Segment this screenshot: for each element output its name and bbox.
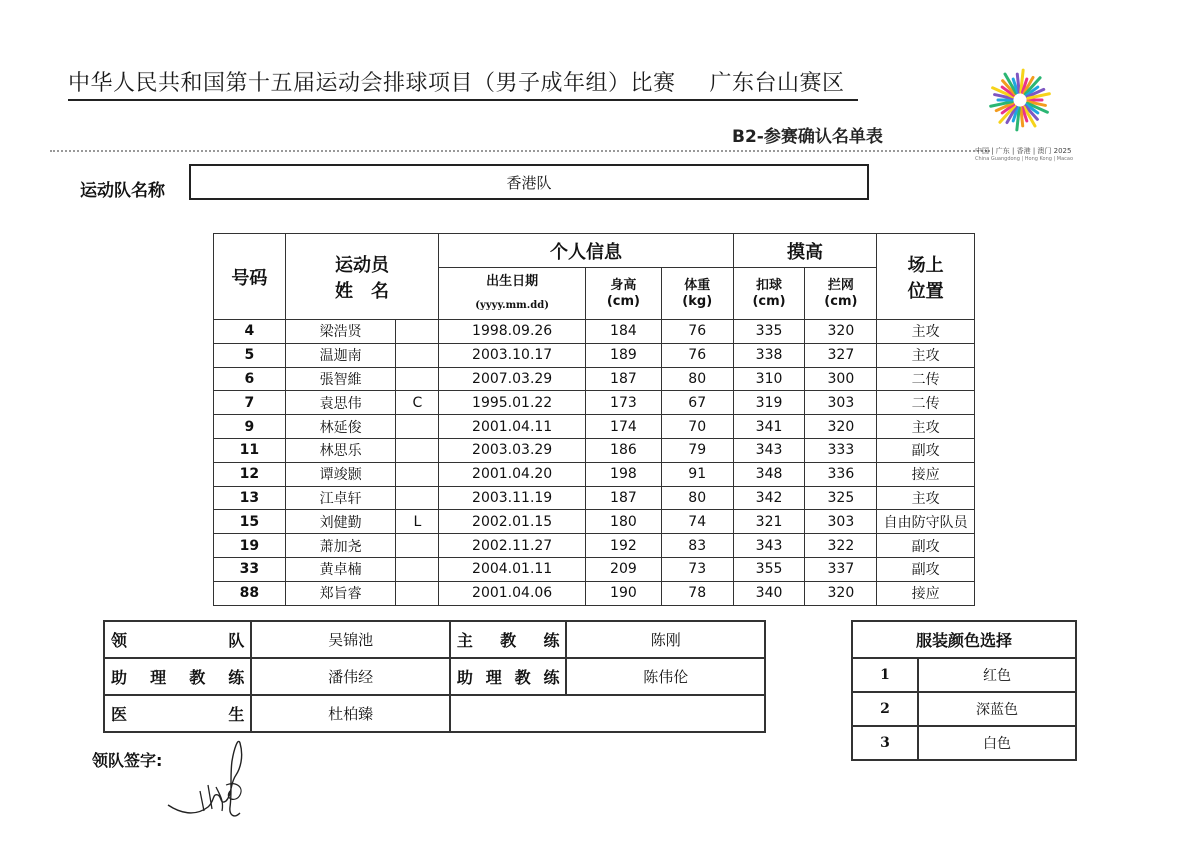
roster-position: 接应	[877, 462, 975, 486]
roster-birth-date: 2003.10.17	[439, 343, 586, 367]
roster-spike: 335	[733, 320, 805, 344]
roster-role	[396, 320, 439, 344]
assistant-coach-value-2: 陈伟伦	[566, 658, 765, 695]
roster-spike: 343	[733, 438, 805, 462]
staff-label-char: 主	[456, 631, 473, 650]
col-weight-label: 体重	[684, 277, 711, 293]
roster-height: 187	[586, 367, 662, 391]
head-coach-label	[450, 621, 567, 658]
roster-role	[396, 462, 439, 486]
roster-block: 327	[805, 343, 877, 367]
logo-caption: 中国 | 广东 | 香港 | 澳门 2025	[975, 147, 1072, 155]
roster-role	[396, 415, 439, 439]
roster-height: 198	[586, 462, 662, 486]
roster-name: 袁思伟	[285, 391, 396, 415]
roster-spike: 343	[733, 534, 805, 558]
roster-position: 副攻	[877, 557, 975, 581]
uniform-color-index: 3	[852, 726, 918, 760]
col-height-label: 身高	[610, 277, 637, 293]
roster-position: 二传	[877, 391, 975, 415]
roster-role	[396, 557, 439, 581]
dotted-divider	[50, 150, 990, 152]
roster-weight: 73	[661, 557, 733, 581]
roster-name: 林思乐	[285, 438, 396, 462]
staff-label-char: 教	[514, 668, 531, 687]
roster-number: 11	[214, 438, 286, 462]
roster-block: 320	[805, 581, 877, 605]
roster-birth-date: 1995.01.22	[439, 391, 586, 415]
roster-position: 副攻	[877, 438, 975, 462]
col-block	[805, 268, 877, 320]
doctor-value: 杜柏臻	[251, 695, 450, 732]
uniform-color-row	[852, 692, 1076, 726]
roster-weight: 76	[661, 343, 733, 367]
roster-birth-date: 2004.01.11	[439, 557, 586, 581]
roster-block: 320	[805, 415, 877, 439]
handwritten-signature-icon	[160, 735, 270, 825]
roster-position: 接应	[877, 581, 975, 605]
roster-height: 174	[586, 415, 662, 439]
roster-block: 303	[805, 391, 877, 415]
roster-height: 209	[586, 557, 662, 581]
roster-weight: 74	[661, 510, 733, 534]
roster-block: 336	[805, 462, 877, 486]
uniform-color-table	[851, 620, 1077, 761]
roster-weight: 79	[661, 438, 733, 462]
form-name: B2-参赛确认名单表	[732, 127, 883, 147]
roster-birth-date: 2002.11.27	[439, 534, 586, 558]
roster-role: L	[396, 510, 439, 534]
roster-role	[396, 534, 439, 558]
doctor-label	[104, 695, 251, 732]
roster-birth-date: 2001.04.06	[439, 581, 586, 605]
roster-weight: 80	[661, 486, 733, 510]
event-title: 中华人民共和国第十五届运动会排球项目（男子成年组）比赛	[68, 71, 676, 96]
roster-number: 9	[214, 415, 286, 439]
staff-label-char: 练	[543, 668, 560, 687]
roster-position: 主攻	[877, 415, 975, 439]
col-athlete-line2: 姓 名	[335, 280, 390, 302]
roster-table	[213, 233, 975, 606]
table-row	[214, 343, 975, 367]
col-position	[877, 234, 975, 320]
uniform-color-value: 红色	[918, 658, 1076, 692]
roster-spike: 342	[733, 486, 805, 510]
col-birth-date-label: 出生日期	[486, 273, 539, 289]
assistant-coach-value-1: 潘伟经	[251, 658, 450, 695]
roster-height: 186	[586, 438, 662, 462]
table-row	[214, 486, 975, 510]
table-row	[214, 320, 975, 344]
col-spike	[733, 268, 805, 320]
roster-block: 337	[805, 557, 877, 581]
roster-role	[396, 438, 439, 462]
roster-name: 梁浩贤	[285, 320, 396, 344]
roster-role: C	[396, 391, 439, 415]
roster-weight: 70	[661, 415, 733, 439]
signature-label: 领队签字:	[92, 751, 163, 770]
roster-name: 谭竣颢	[285, 462, 396, 486]
head-coach-value: 陈刚	[566, 621, 765, 658]
roster-name: 刘健勤	[285, 510, 396, 534]
col-block-label: 拦网	[827, 277, 854, 293]
roster-name: 郑旨睿	[285, 581, 396, 605]
staff-empty-cell	[450, 695, 765, 732]
roster-weight: 67	[661, 391, 733, 415]
roster-birth-date: 2003.03.29	[439, 438, 586, 462]
table-row	[214, 462, 975, 486]
table-row	[214, 438, 975, 462]
roster-spike: 338	[733, 343, 805, 367]
roster-role	[396, 486, 439, 510]
roster-number: 7	[214, 391, 286, 415]
col-position-line2: 位置	[907, 280, 944, 302]
roster-number: 13	[214, 486, 286, 510]
roster-position: 主攻	[877, 320, 975, 344]
uniform-color-row	[852, 726, 1076, 760]
roster-height: 190	[586, 581, 662, 605]
logo-petal	[1017, 74, 1019, 92]
roster-position: 自由防守队员	[877, 510, 975, 534]
staff-label-char: 生	[228, 705, 245, 724]
table-row	[214, 367, 975, 391]
table-row	[214, 415, 975, 439]
leader-value: 吴锦池	[251, 621, 450, 658]
table-row	[214, 391, 975, 415]
roster-birth-date: 2001.04.20	[439, 462, 586, 486]
roster-weight: 91	[661, 462, 733, 486]
col-birth-format: (yyyy.mm.dd)	[475, 299, 549, 311]
col-position-line1: 场上	[907, 254, 944, 276]
staff-label-char: 理	[485, 668, 502, 687]
col-height	[586, 268, 662, 320]
table-row	[214, 557, 975, 581]
roster-spike: 341	[733, 415, 805, 439]
staff-label-char: 队	[228, 631, 245, 650]
assistant-coach-label-2	[450, 658, 567, 695]
roster-weight: 83	[661, 534, 733, 558]
staff-label-char: 理	[150, 668, 167, 687]
roster-number: 19	[214, 534, 286, 558]
team-name-label: 运动队名称	[80, 181, 165, 201]
roster-spike: 348	[733, 462, 805, 486]
uniform-color-row	[852, 658, 1076, 692]
roster-number: 88	[214, 581, 286, 605]
roster-position: 主攻	[877, 486, 975, 510]
col-spike-unit: (cm)	[752, 293, 786, 309]
logo-subcaption: China Guangdong | Hong Kong | Macao	[975, 156, 1074, 162]
roster-number: 33	[214, 557, 286, 581]
roster-birth-date: 2007.03.29	[439, 367, 586, 391]
col-personal-info: 个人信息	[439, 234, 733, 268]
roster-block: 333	[805, 438, 877, 462]
staff-label-char: 教	[189, 668, 206, 687]
staff-label-char: 领	[111, 631, 128, 650]
table-row	[214, 581, 975, 605]
roster-weight: 80	[661, 367, 733, 391]
staff-label-char: 练	[228, 668, 245, 687]
roster-birth-date: 2001.04.11	[439, 415, 586, 439]
roster-name: 江卓轩	[285, 486, 396, 510]
uniform-color-value: 白色	[918, 726, 1076, 760]
staff-label-char: 医	[111, 705, 128, 724]
roster-block: 325	[805, 486, 877, 510]
roster-role	[396, 343, 439, 367]
roster-spike: 319	[733, 391, 805, 415]
col-block-unit: (cm)	[824, 293, 858, 309]
roster-height: 187	[586, 486, 662, 510]
uniform-color-value: 深蓝色	[918, 692, 1076, 726]
col-athlete-line1: 运动员	[335, 254, 390, 276]
roster-block: 300	[805, 367, 877, 391]
uniform-color-index: 2	[852, 692, 918, 726]
logo-petal	[1021, 108, 1023, 126]
col-weight-unit: (kg)	[682, 293, 713, 309]
roster-spike: 340	[733, 581, 805, 605]
roster-number: 5	[214, 343, 286, 367]
table-row	[214, 510, 975, 534]
roster-spike: 355	[733, 557, 805, 581]
roster-birth-date: 2002.01.15	[439, 510, 586, 534]
staff-label-char: 练	[543, 631, 560, 650]
roster-block: 322	[805, 534, 877, 558]
col-athlete	[285, 234, 439, 320]
venue-title: 广东台山赛区	[709, 71, 845, 96]
col-reach: 摸高	[733, 234, 877, 268]
staff-label-char: 助	[111, 668, 128, 687]
roster-name: 温迦南	[285, 343, 396, 367]
staff-table	[103, 620, 766, 733]
roster-name: 張智維	[285, 367, 396, 391]
assistant-coach-label	[104, 658, 251, 695]
roster-position: 副攻	[877, 534, 975, 558]
col-birth-date	[439, 268, 586, 320]
roster-spike: 321	[733, 510, 805, 534]
roster-number: 4	[214, 320, 286, 344]
roster-name: 黄卓楠	[285, 557, 396, 581]
staff-label-char: 教	[500, 631, 517, 650]
uniform-color-title: 服装颜色选择	[852, 621, 1076, 658]
team-name-field: 香港队	[189, 164, 869, 200]
roster-position: 主攻	[877, 343, 975, 367]
roster-height: 192	[586, 534, 662, 558]
roster-name: 萧加尧	[285, 534, 396, 558]
roster-height: 189	[586, 343, 662, 367]
roster-block: 320	[805, 320, 877, 344]
roster-position: 二传	[877, 367, 975, 391]
col-height-unit: (cm)	[606, 293, 640, 309]
roster-height: 173	[586, 391, 662, 415]
roster-role	[396, 581, 439, 605]
roster-spike: 310	[733, 367, 805, 391]
leader-label	[104, 621, 251, 658]
roster-weight: 76	[661, 320, 733, 344]
roster-number: 12	[214, 462, 286, 486]
col-number: 号码	[214, 234, 286, 320]
table-row	[214, 534, 975, 558]
roster-block: 303	[805, 510, 877, 534]
roster-number: 6	[214, 367, 286, 391]
roster-height: 184	[586, 320, 662, 344]
col-weight	[661, 268, 733, 320]
roster-height: 180	[586, 510, 662, 534]
col-spike-label: 扣球	[756, 277, 783, 293]
roster-birth-date: 2003.11.19	[439, 486, 586, 510]
roster-role	[396, 367, 439, 391]
roster-weight: 78	[661, 581, 733, 605]
staff-label-char: 助	[456, 668, 473, 687]
roster-number: 15	[214, 510, 286, 534]
uniform-color-index: 1	[852, 658, 918, 692]
roster-birth-date: 1998.09.26	[439, 320, 586, 344]
document-title	[68, 66, 858, 101]
roster-name: 林延俊	[285, 415, 396, 439]
